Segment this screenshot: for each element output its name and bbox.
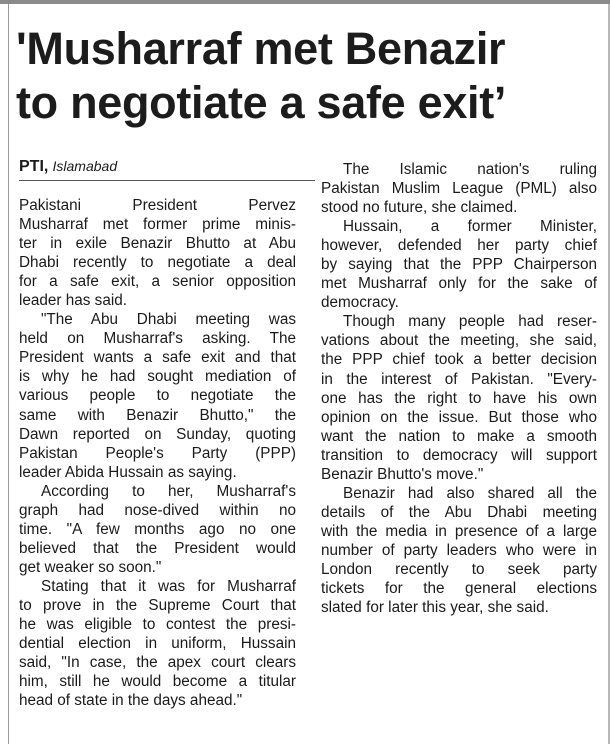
headline-line-1: 'Musharraf met Benazir	[16, 23, 506, 74]
article-text-line: leader Abida Hussain as saying.	[19, 463, 237, 481]
article-column-left	[19, 196, 296, 710]
article-text-line: by saying that the PPP Chairperson	[321, 256, 597, 274]
article-text-line: number of party leaders who were in	[321, 541, 597, 559]
article-text-line: same with Benazir Bhutto," the	[19, 406, 296, 424]
article-text-line: head of state in the days ahead."	[19, 692, 243, 710]
article-text-line: details of the Abu Dhabi meeting	[321, 503, 597, 521]
article-text-line: vations about the meeting, she said,	[321, 332, 597, 350]
article-text-line: for a safe exit, a senior opposition	[19, 273, 296, 291]
article-text-line: believed that the President would	[19, 539, 296, 557]
left-border	[8, 4, 9, 744]
article-text-line: democracy.	[321, 294, 399, 312]
article-text-line: Benazir had also shared all the	[343, 484, 597, 502]
article-text-line: Benazir Bhutto's move."	[321, 465, 484, 483]
article-text-line: held on Musharraf's asking. The	[19, 330, 296, 348]
article-text-line: dential election in uniform, Hussain	[19, 635, 296, 653]
article-text-line: however, defended her party chief	[321, 237, 597, 255]
article-text-line: slated for later this year, she said.	[321, 599, 549, 617]
article-text-line: met Musharraf only for the sake of	[321, 275, 597, 293]
article-text-line: to prove in the Supreme Court that	[19, 596, 296, 614]
byline	[19, 158, 315, 181]
article-text-line: Pakistan Muslim League (PML) also	[321, 180, 597, 198]
headline	[16, 22, 606, 130]
article-text-line: stood no future, she claimed.	[321, 199, 518, 217]
article-text-line: want the nation to make a smooth	[321, 427, 597, 445]
top-border	[0, 0, 610, 4]
article-text-line: the PPP chief took a better decision	[321, 351, 597, 369]
article-text-line: said, "In case, the apex court clears	[19, 654, 296, 672]
article-text-line: one has the right to have his own	[321, 389, 597, 407]
article-text-line: Though many people had reser-	[343, 313, 597, 331]
headline-line-2: to negotiate a safe exit’	[16, 77, 507, 128]
article-text-line: in the interest of Pakistan. "Every-	[321, 370, 597, 388]
article-text-line: Dhabi recently to negotiate a deal	[19, 254, 296, 272]
article-text-line: "The Abu Dhabi meeting was	[41, 311, 296, 329]
article-text-line: time. "A few months ago no one	[19, 520, 296, 538]
byline-agency: PTI,	[19, 158, 49, 175]
article-text-line: London recently to seek party	[321, 560, 597, 578]
article-text-line: graph had nose-dived within no	[19, 501, 296, 519]
article-text-line: President wants a safe exit and that	[19, 349, 296, 367]
article-text-line: Pakistani President Pervez	[19, 197, 296, 214]
article-text-line: Stating that it was for Musharraf	[41, 577, 296, 595]
article-text-line: ter in exile Benazir Bhutto at Abu	[19, 235, 296, 253]
article-text-line: various people to negotiate the	[19, 387, 296, 405]
article-text-line: him, still he would become a titular	[19, 673, 296, 691]
article-text-line: According to her, Musharraf's	[41, 482, 296, 500]
article-text-line: Pakistan People's Party (PPP)	[19, 444, 296, 462]
article-text-line: Dawn reported on Sunday, quoting	[19, 425, 296, 443]
article-text-line: Musharraf met former prime minis-	[19, 216, 296, 234]
article-text-line: opinion on the issue. But those who	[321, 408, 597, 426]
article-text-line: The Islamic nation's ruling	[343, 161, 597, 178]
article-text-line: transition to democracy will support	[321, 446, 597, 464]
article-text-line: tickets for the general elections	[321, 580, 597, 598]
article-text-line: he was eligible to contest the presi-	[19, 616, 296, 634]
article-text-line: leader has said.	[19, 292, 127, 310]
article-text-line: Hussain, a former Minister,	[343, 218, 597, 236]
article-text-line: with the media in presence of a large	[321, 522, 597, 540]
article-text-line: is why he had sought mediation of	[19, 368, 296, 386]
article-column-right	[321, 160, 597, 617]
byline-place: Islamabad	[52, 158, 118, 174]
article-text-line: get weaker so soon."	[19, 558, 162, 576]
